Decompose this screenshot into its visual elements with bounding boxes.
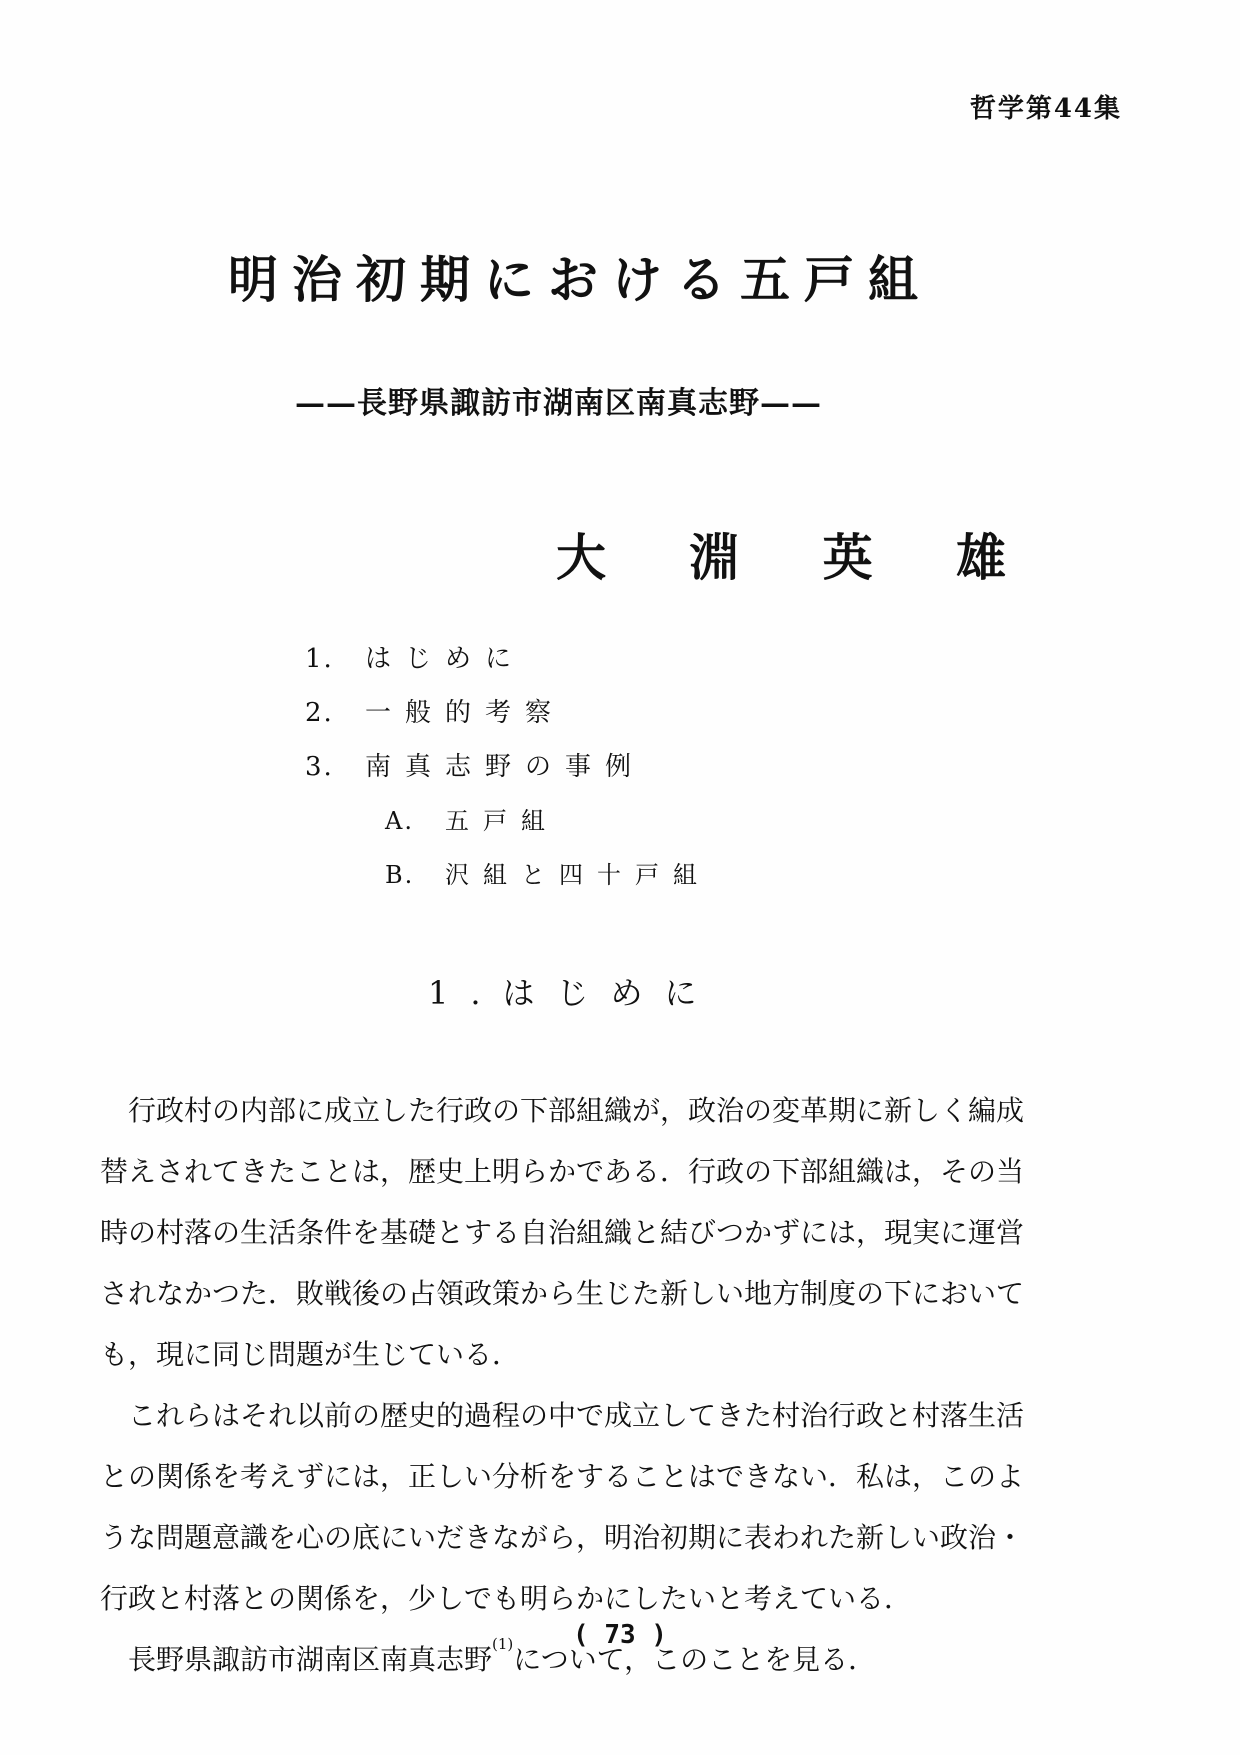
author-char: 雄 <box>955 528 1006 587</box>
toc-item-label: 南真志野の事例 <box>365 752 646 782</box>
toc-item-number: 3. <box>305 752 334 782</box>
page-number: ( 73 ) <box>573 1620 667 1650</box>
paragraph-text: 長野県諏訪市湖南区南真志野 <box>128 1643 493 1676</box>
paragraph: これらはそれ以前の歴史的過程の中で成立してきた村治行政と村落生活 との関係を考えずには，正しい分析をすることはできない．私は，このよ うな問題意識を心の底にいだきながら，明治初期に表われた新しい政治・ 行政と村落との関係を，少しでも明らかにしたいと考えている． <box>100 1399 1025 1615</box>
toc-subitem-label: 五戸組 <box>445 807 559 835</box>
author-char: 大 <box>556 528 606 587</box>
toc-item-label: 一般的考察 <box>365 698 566 728</box>
author-char: 淵 <box>689 528 740 587</box>
paragraph: 行政村の内部に成立した行政の下部組織が，政治の変革期に新しく編成 替えされてきたことは，歴史上明らかである．行政の下部組織は，その当 時の村落の生活条件を基礎とする自治組織と結びつかずには，現実に運営 されなかつた．敗戦後の占領政策から生じた新しい地方制度の下において も，現に同じ問題が生じている． <box>100 1094 1025 1371</box>
paragraph-text: について，このことを見る． <box>513 1643 877 1676</box>
table-of-contents <box>305 632 711 902</box>
section-heading-label: はじめに <box>502 974 719 1012</box>
toc-subitem <box>305 794 711 848</box>
footnote-marker: (1) <box>492 1635 514 1653</box>
section-heading <box>428 968 719 1014</box>
journal-label: 哲学第44集 <box>969 94 1122 124</box>
toc-subitem-label: 沢組と四十戸組 <box>445 861 711 889</box>
body-text <box>100 1080 1055 1690</box>
author-char: 英 <box>822 528 873 587</box>
toc-item <box>305 632 711 686</box>
toc-item-number: 1. <box>305 644 334 674</box>
toc-item <box>305 686 711 740</box>
toc-subitem-number: A. <box>385 807 414 835</box>
toc-item-number: 2. <box>305 698 334 728</box>
toc-subitem-number: B. <box>385 861 415 889</box>
article-subtitle: ——長野県諏訪市湖南区南真志野—— <box>295 386 822 421</box>
section-heading-number: 1. <box>428 974 503 1012</box>
toc-subitem <box>305 848 711 902</box>
author-name <box>556 518 1006 590</box>
toc-item <box>305 740 711 794</box>
article-title: 明治初期における五戸組 <box>228 250 932 309</box>
toc-item-label: はじめに <box>365 644 526 674</box>
